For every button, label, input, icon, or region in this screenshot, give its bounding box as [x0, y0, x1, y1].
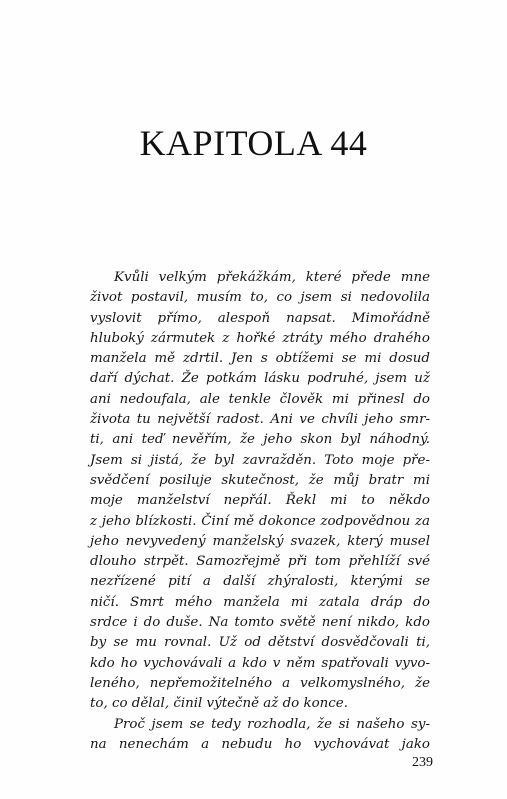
text-line: kdo ho vychovávali a kdo v něm spatřovali vyvo- [90, 655, 430, 671]
text-line: hluboký zármutek z hořké ztráty mého drahého [90, 330, 430, 346]
text-line: nezřízené pití a další zhýralosti, kterými se [90, 574, 430, 590]
text-line: Proč jsem se tedy rozhodla, že si našeho sy- [114, 716, 430, 732]
text-line: daří dýchat. Že potkám lásku podruhé, jsem už [90, 371, 430, 387]
text-line: ani nedoufala, ale tenkle člověk mi přinesl do [90, 391, 430, 407]
page-number: 239 [412, 755, 433, 770]
chapter-title: KAPITOLA 44 [139, 123, 368, 163]
text-line: na nenechám a nebudu ho vychovávat jako [90, 736, 430, 752]
text-line: života tu největší radost. Ani ve chvíli jeho smr- [90, 412, 430, 428]
text-line: dlouho strpět. Samozřejmě při tom přehlíží své [90, 554, 430, 570]
text-line: život postavil, musím to, co jsem si nedovolila [90, 290, 430, 306]
text-line: Kvůli velkým překážkám, které přede mne [114, 270, 430, 285]
text-line: leného, nepřemožitelného a velkomyslného, že [90, 675, 430, 691]
text-line: by se mu rovnal. Už od dětství dosvědčovali ti, [90, 635, 430, 651]
chapter-body-text [90, 268, 430, 755]
text-line: srdce i do duše. Na tomto světě není nikdo, kdo [90, 615, 430, 631]
text-line: ničí. Smrt mého manžela mi zatala dráp do [90, 594, 430, 610]
text-line: Jsem si jistá, že byl zavražděn. Toto moje pře- [90, 452, 430, 468]
text-line: svědčení posiluje skutečnost, že můj bratr mi [90, 472, 430, 488]
text-line: vyslovit přímo, alespoň napsat. Mimořádně [90, 310, 430, 326]
text-line: to, co dělal, činil výtečně až do konce. [90, 696, 348, 712]
text-line: jeho nevyvedený manželský svazek, který musel [90, 533, 430, 549]
text-line: moje manželství nepřál. Řekl mi to někdo [90, 493, 430, 509]
text-line: ti, ani teď nevěřím, že jeho skon byl náhodný. [90, 432, 430, 448]
text-line: z jeho blízkosti. Činí mě dokonce zodpovědnou za [90, 513, 430, 529]
text-line: manžela mě zdrtil. Jen s obtížemi se mi dosud [90, 351, 430, 367]
